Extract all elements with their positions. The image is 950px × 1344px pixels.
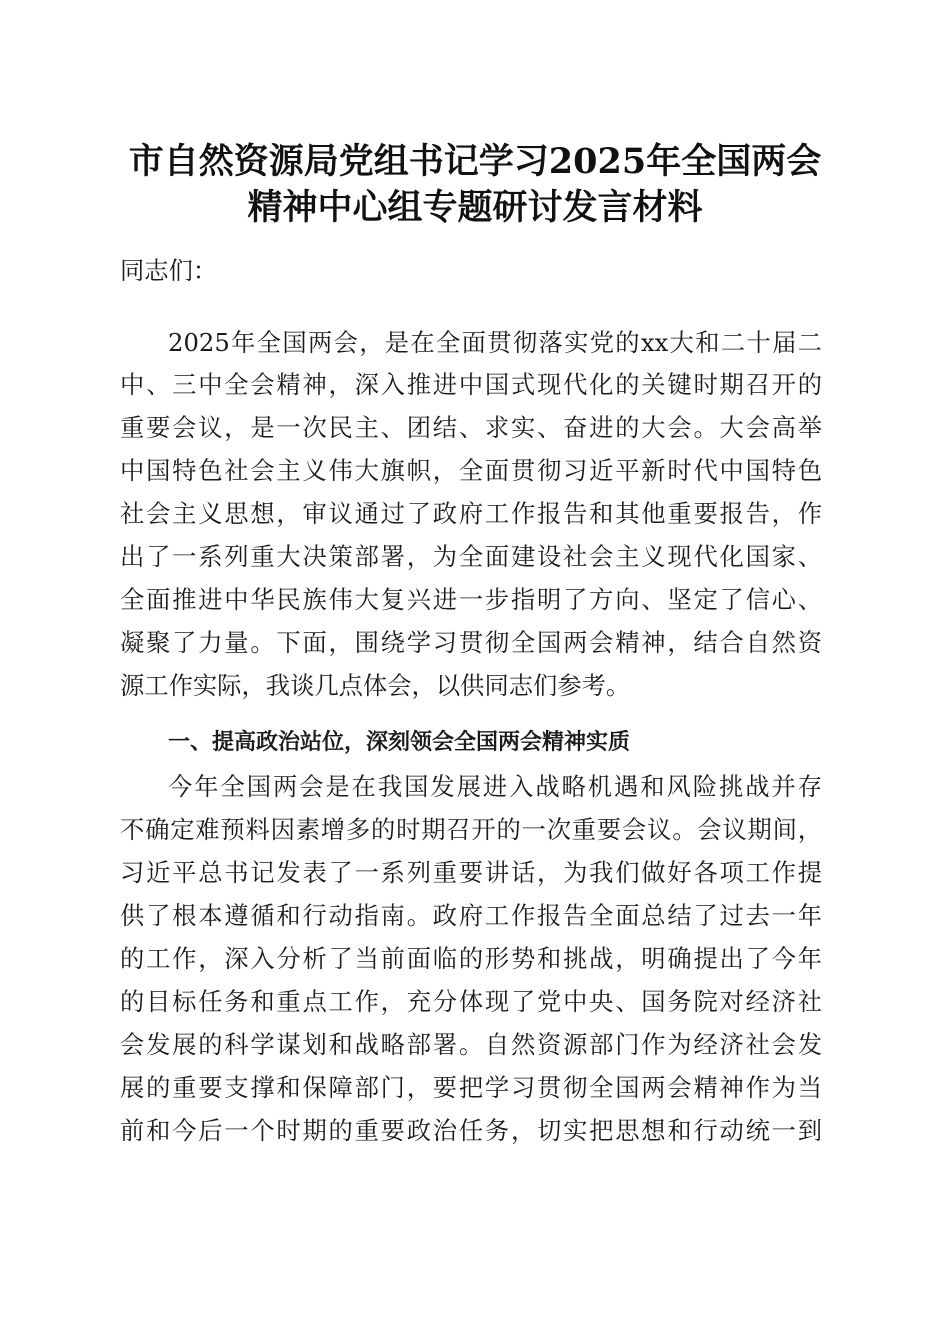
paragraph-2-line: 的目标任务和重点工作，充分体现了党中央、国务院对经济社 bbox=[120, 987, 822, 1016]
paragraph-1-line: 中、三中全会精神，深入推进中国式现代化的关键时期召开的 bbox=[120, 370, 822, 399]
paragraph-1-line: 全面推进中华民族伟大复兴进一步指明了方向、坚定了信心、 bbox=[120, 585, 822, 614]
paragraph-2-line: 不确定难预料因素增多的时期召开的一次重要会议。会议期间， bbox=[120, 815, 822, 844]
paragraph-2-line: 今年全国两会是在我国发展进入战略机遇和风险挑战并存 bbox=[168, 772, 822, 801]
paragraph-1-line: 2025年全国两会，是在全面贯彻落实党的xx大和二十届二 bbox=[168, 328, 822, 357]
section-heading-1: 一、提高政治站位，深刻领会全国两会精神实质 bbox=[168, 730, 631, 755]
paragraph-1-line: 源工作实际，我谈几点体会，以供同志们参考。 bbox=[120, 671, 631, 700]
paragraph-1-line: 中国特色社会主义伟大旗帜，全面贯彻习近平新时代中国特色 bbox=[120, 456, 822, 485]
document-title-line-1: 市自然资源局党组书记学习2025年全国两会 bbox=[128, 141, 822, 182]
document-title-line-2: 精神中心组专题研讨发言材料 bbox=[247, 187, 703, 228]
paragraph-1-line: 出了一系列重大决策部署，为全面建设社会主义现代化国家、 bbox=[120, 542, 822, 571]
paragraph-1-line: 凝聚了力量。下面，围绕学习贯彻全国两会精神，结合自然资 bbox=[120, 628, 822, 657]
paragraph-1-line: 重要会议，是一次民主、团结、求实、奋进的大会。大会高举 bbox=[120, 413, 822, 442]
paragraph-2-line: 会发展的科学谋划和战略部署。自然资源部门作为经济社会发 bbox=[120, 1030, 822, 1059]
paragraph-2-line: 展的重要支撑和保障部门，要把学习贯彻全国两会精神作为当 bbox=[120, 1073, 822, 1102]
paragraph-2-line: 前和今后一个时期的重要政治任务，切实把思想和行动统一到 bbox=[120, 1116, 822, 1145]
paragraph-2-line: 的工作，深入分析了当前面临的形势和挑战，明确提出了今年 bbox=[120, 944, 822, 973]
paragraph-1-line: 社会主义思想，审议通过了政府工作报告和其他重要报告，作 bbox=[120, 499, 822, 528]
paragraph-2-line: 供了根本遵循和行动指南。政府工作报告全面总结了过去一年 bbox=[120, 901, 822, 930]
salutation: 同志们： bbox=[120, 256, 218, 285]
paragraph-2-line: 习近平总书记发表了一系列重要讲话，为我们做好各项工作提 bbox=[120, 858, 822, 887]
